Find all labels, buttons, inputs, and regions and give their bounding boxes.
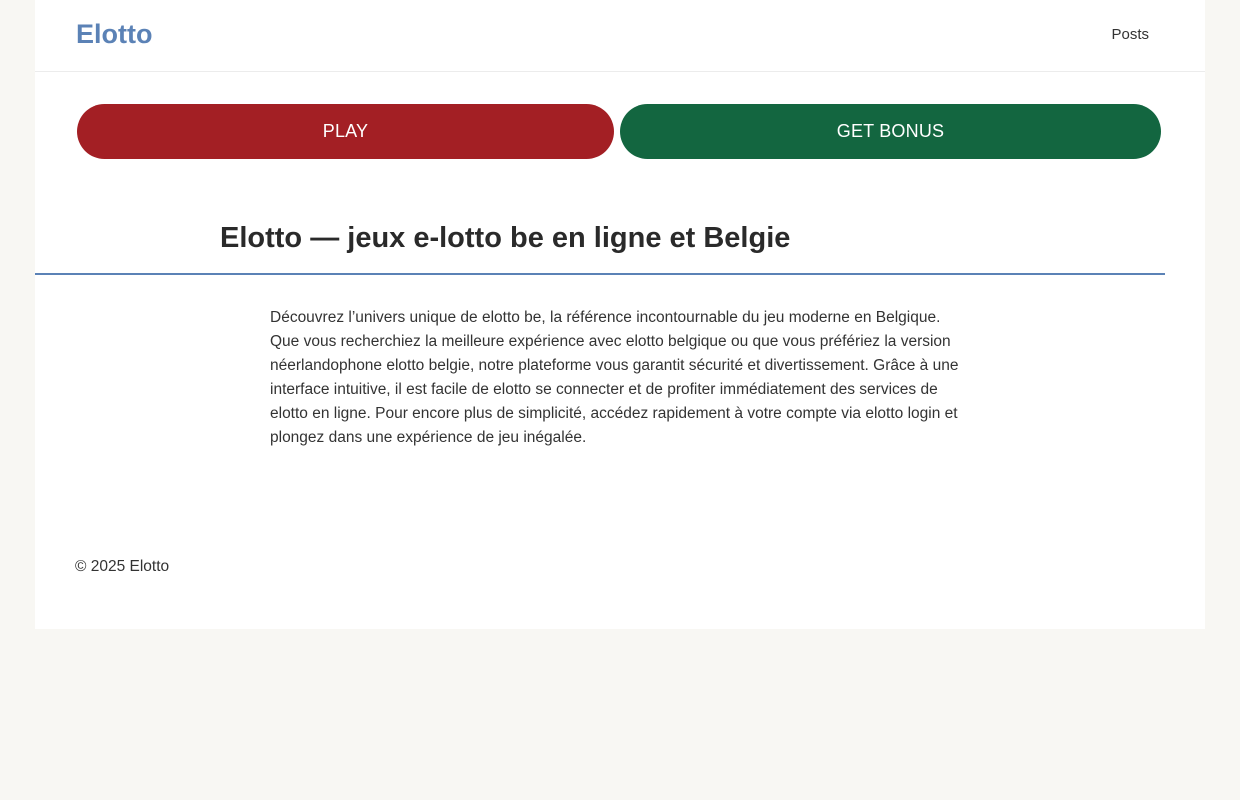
- site-header: [35, 0, 1205, 72]
- page-title: Elotto — jeux e-lotto be en ligne et Belgie: [220, 222, 791, 254]
- page-container: [35, 0, 1205, 629]
- get-bonus-button[interactable]: [620, 104, 1161, 159]
- play-button-label: PLAY: [322, 121, 369, 141]
- footer-copyright: © 2025 Elotto: [75, 558, 170, 575]
- get-bonus-button-label: GET BONUS: [836, 121, 945, 141]
- nav-link-posts[interactable]: Posts: [1111, 26, 1149, 43]
- play-button[interactable]: [77, 104, 614, 159]
- intro-paragraph: Découvrez l’univers unique de elotto be, la référence incontournable du jeu moderne en Belgique. Que vous recherchiez la meilleure expérience avec elotto belgique ou que vous préfériez la version néerlandophone elotto belgie, notre plateforme vous garantit sécurité et divertissement. Grâce à une interface intuitive, il est facile de elotto se connecter et de profiter immédiatement des services de elotto en ligne. Pour encore plus de simplicité, accédez rapidement à votre compte via elotto login et plongez dans une expérience de jeu inégalée.: [270, 309, 959, 446]
- site-title-link[interactable]: Elotto: [76, 19, 153, 49]
- title-divider: [35, 273, 1165, 275]
